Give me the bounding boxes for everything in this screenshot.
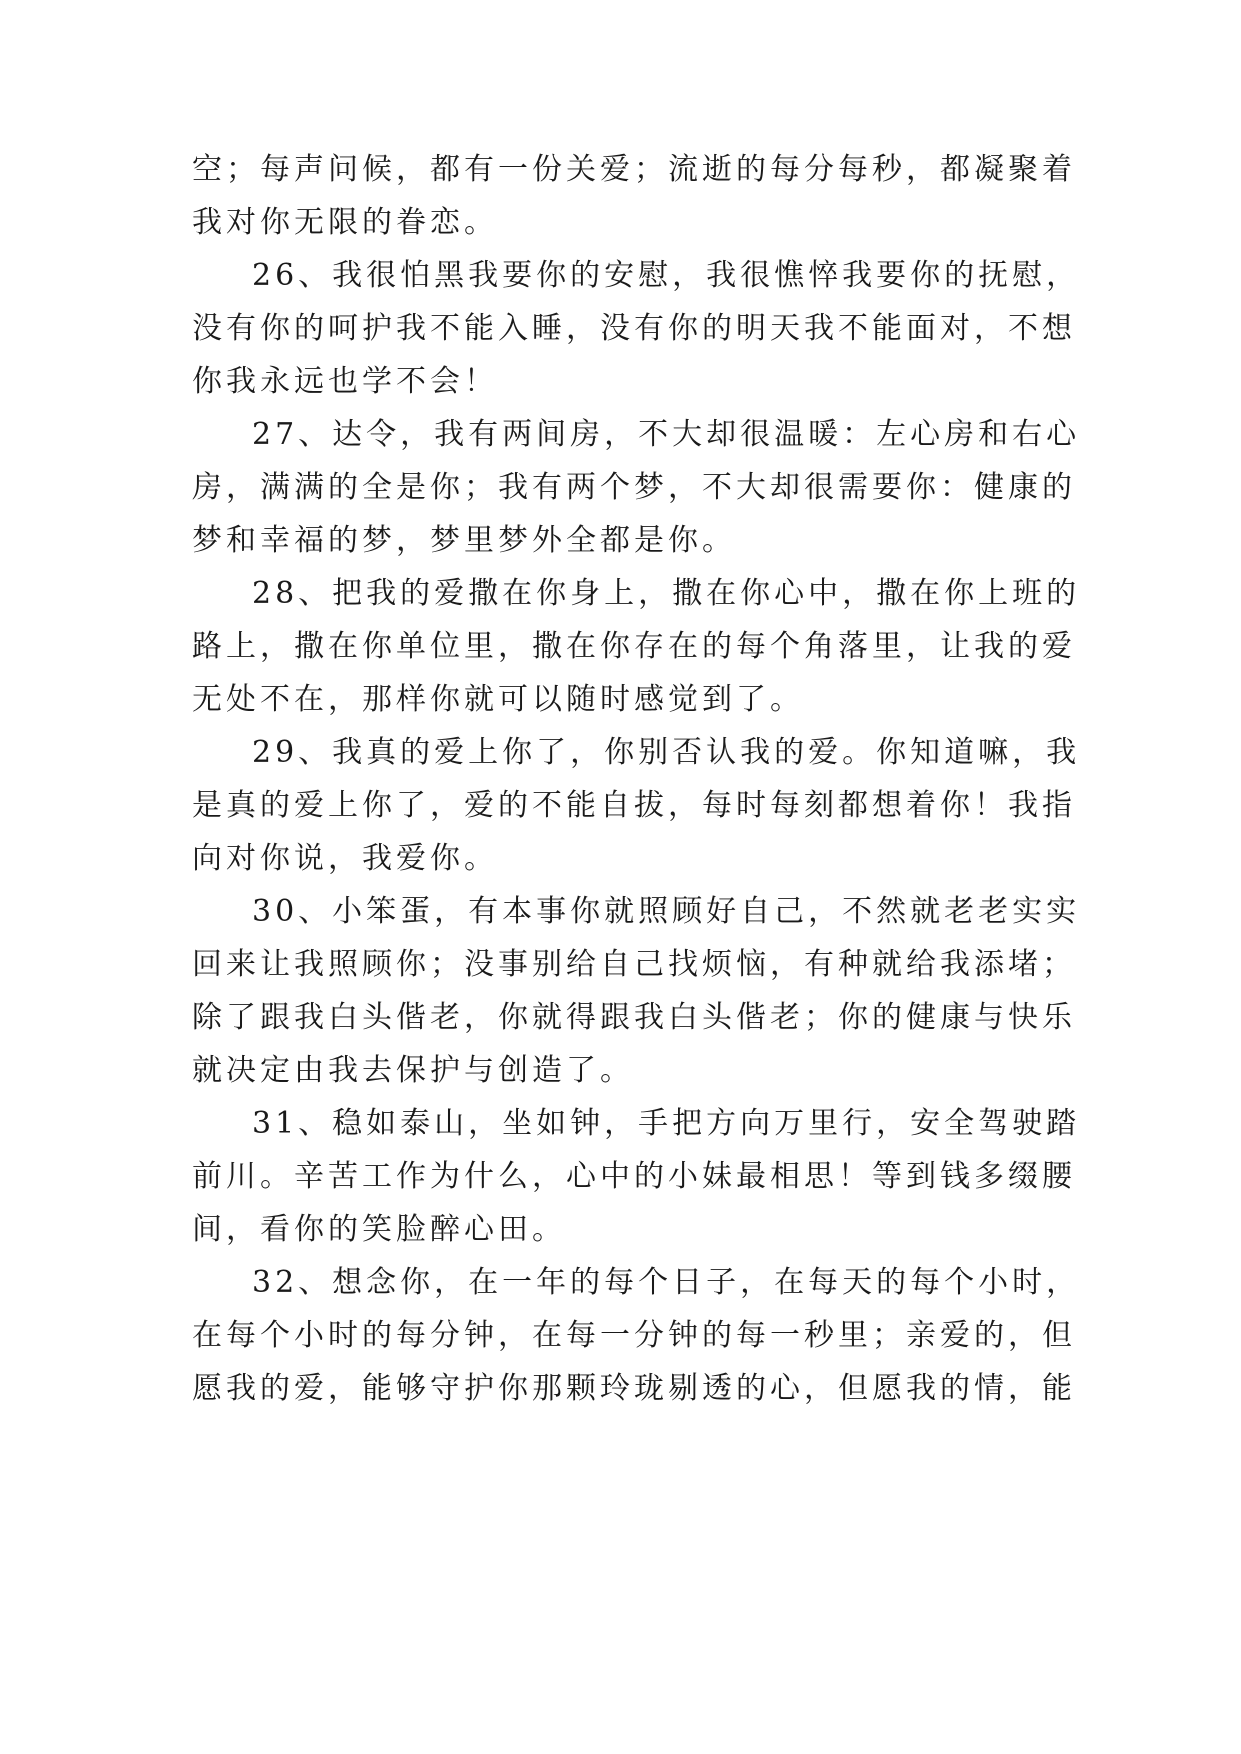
text-line: 我对你无限的眷恋。 <box>192 205 498 240</box>
text-line: 前川。辛苦工作为什么，心中的小妹最相思！等到钱多缀腰 <box>192 1159 1076 1194</box>
text-line: 没有你的呵护我不能入睡，没有你的明天我不能面对，不想 <box>192 311 1076 346</box>
paragraph-27-start: 27、达令，我有两间房，不大却很温暖：左心房和右心 <box>252 417 1081 452</box>
text-line: 向对你说，我爱你。 <box>192 841 498 876</box>
paragraph-28-start: 28、把我的爱撒在你身上，撒在你心中，撒在你上班的 <box>252 576 1081 611</box>
paragraph-29-start: 29、我真的爱上你了，你别否认我的爱。你知道嘛，我 <box>252 735 1081 770</box>
text-line: 无处不在，那样你就可以随时感觉到了。 <box>192 682 804 717</box>
text-line: 间，看你的笑脸醉心田。 <box>192 1212 566 1247</box>
text-line: 就决定由我去保护与创造了。 <box>192 1053 634 1088</box>
text-line: 路上，撒在你单位里，撒在你存在的每个角落里，让我的爱 <box>192 629 1076 664</box>
paragraph-31-start: 31、稳如泰山，坐如钟，手把方向万里行，安全驾驶踏 <box>252 1106 1081 1141</box>
text-line: 除了跟我白头偕老，你就得跟我白头偕老；你的健康与快乐 <box>192 1000 1076 1035</box>
text-line: 愿我的爱，能够守护你那颗玲珑剔透的心，但愿我的情，能 <box>192 1371 1076 1406</box>
paragraph-26-start: 26、我很怕黑我要你的安慰，我很憔悴我要你的抚慰， <box>252 258 1081 293</box>
text-line: 空；每声问候，都有一份关爱；流逝的每分每秒，都凝聚着 <box>192 152 1076 187</box>
text-line: 房，满满的全是你；我有两个梦，不大却很需要你：健康的 <box>192 470 1076 505</box>
paragraph-30-start: 30、小笨蛋，有本事你就照顾好自己，不然就老老实实 <box>252 894 1081 929</box>
text-line: 你我永远也学不会！ <box>192 364 498 399</box>
text-line: 在每个小时的每分钟，在每一分钟的每一秒里；亲爱的，但 <box>192 1318 1076 1353</box>
text-line: 梦和幸福的梦，梦里梦外全都是你。 <box>192 523 736 558</box>
text-line: 回来让我照顾你；没事别给自己找烦恼，有种就给我添堵； <box>192 947 1076 982</box>
paragraph-32-start: 32、想念你，在一年的每个日子，在每天的每个小时， <box>252 1265 1081 1300</box>
text-line: 是真的爱上你了，爱的不能自拔，每时每刻都想着你！我指 <box>192 788 1076 823</box>
